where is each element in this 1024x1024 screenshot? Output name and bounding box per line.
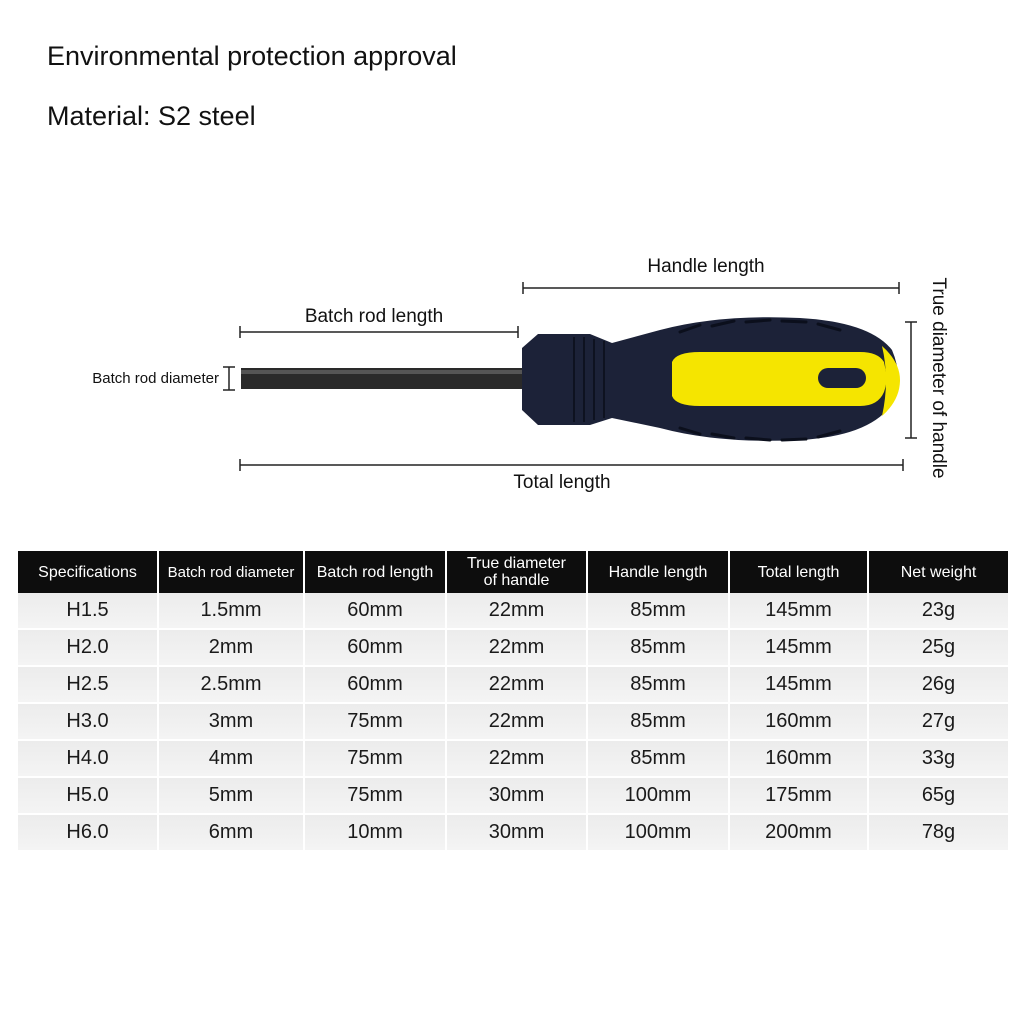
cell-true-diameter-of-handle: 22mm bbox=[447, 630, 586, 667]
header-true-diameter-of-handle: True diameter of handle bbox=[447, 551, 586, 593]
header-specifications: Specifications bbox=[18, 551, 157, 593]
header-batch-rod-length: Batch rod length bbox=[305, 551, 445, 593]
heading-material: Material: S2 steel bbox=[47, 101, 256, 131]
cell-batch-rod-length: 75mm bbox=[305, 704, 445, 741]
handle-length-dimension bbox=[523, 282, 899, 294]
total-length-dimension bbox=[240, 459, 903, 471]
batch-rod-length-dimension bbox=[240, 326, 518, 338]
cell-true-diameter-of-handle: 30mm bbox=[447, 815, 586, 852]
cell-batch-rod-length: 60mm bbox=[305, 593, 445, 630]
specifications-table bbox=[16, 551, 1010, 852]
cell-net-weight: 23g bbox=[869, 593, 1008, 630]
cell-batch-rod-diameter: 4mm bbox=[159, 741, 303, 778]
cell-specification: H4.0 bbox=[18, 741, 157, 778]
cell-total-length: 175mm bbox=[730, 778, 867, 815]
cell-batch-rod-length: 10mm bbox=[305, 815, 445, 852]
cell-batch-rod-diameter: 3mm bbox=[159, 704, 303, 741]
cell-batch-rod-diameter: 1.5mm bbox=[159, 593, 303, 630]
handle-diameter-label: True diameter of handle bbox=[928, 277, 949, 479]
cell-net-weight: 25g bbox=[869, 630, 1008, 667]
cell-net-weight: 33g bbox=[869, 741, 1008, 778]
cell-true-diameter-of-handle: 22mm bbox=[447, 593, 586, 630]
cell-batch-rod-length: 75mm bbox=[305, 741, 445, 778]
total-length-label: Total length bbox=[513, 472, 611, 493]
cell-handle-length: 85mm bbox=[588, 630, 728, 667]
cell-specification: H3.0 bbox=[18, 704, 157, 741]
cell-true-diameter-of-handle: 22mm bbox=[447, 704, 586, 741]
cell-batch-rod-diameter: 5mm bbox=[159, 778, 303, 815]
heading-environmental-approval: Environmental protection approval bbox=[47, 41, 457, 71]
batch-rod-diameter-label: Batch rod diameter bbox=[92, 370, 219, 387]
cell-true-diameter-of-handle: 30mm bbox=[447, 778, 586, 815]
table-row bbox=[18, 741, 1008, 778]
cell-handle-length: 85mm bbox=[588, 593, 728, 630]
cell-true-diameter-of-handle: 22mm bbox=[447, 667, 586, 704]
table-row bbox=[18, 704, 1008, 741]
table-row bbox=[18, 593, 1008, 630]
cell-true-diameter-of-handle: 22mm bbox=[447, 741, 586, 778]
cell-specification: H2.0 bbox=[18, 630, 157, 667]
cell-net-weight: 78g bbox=[869, 815, 1008, 852]
cell-batch-rod-diameter: 2mm bbox=[159, 630, 303, 667]
cell-net-weight: 27g bbox=[869, 704, 1008, 741]
table-row bbox=[18, 815, 1008, 852]
cell-handle-length: 85mm bbox=[588, 741, 728, 778]
table-header-row bbox=[18, 551, 1008, 593]
cell-specification: H5.0 bbox=[18, 778, 157, 815]
cell-handle-length: 100mm bbox=[588, 778, 728, 815]
cell-specification: H1.5 bbox=[18, 593, 157, 630]
cell-net-weight: 65g bbox=[869, 778, 1008, 815]
cell-total-length: 160mm bbox=[730, 741, 867, 778]
table-row bbox=[18, 667, 1008, 704]
batch-rod-diameter-dimension bbox=[223, 367, 235, 390]
header-batch-rod-diameter: Batch rod diameter bbox=[159, 551, 303, 593]
cell-total-length: 145mm bbox=[730, 667, 867, 704]
cell-batch-rod-length: 60mm bbox=[305, 667, 445, 704]
cell-batch-rod-length: 75mm bbox=[305, 778, 445, 815]
cell-batch-rod-diameter: 6mm bbox=[159, 815, 303, 852]
cell-total-length: 145mm bbox=[730, 630, 867, 667]
cell-handle-length: 85mm bbox=[588, 704, 728, 741]
cell-net-weight: 26g bbox=[869, 667, 1008, 704]
handle-diameter-dimension bbox=[905, 322, 917, 438]
cell-total-length: 145mm bbox=[730, 593, 867, 630]
table-row bbox=[18, 778, 1008, 815]
table-row bbox=[18, 630, 1008, 667]
cell-total-length: 200mm bbox=[730, 815, 867, 852]
batch-rod-length-label: Batch rod length bbox=[304, 306, 444, 327]
cell-specification: H6.0 bbox=[18, 815, 157, 852]
header-handle-length: Handle length bbox=[588, 551, 728, 593]
cell-total-length: 160mm bbox=[730, 704, 867, 741]
cell-specification: H2.5 bbox=[18, 667, 157, 704]
cell-handle-length: 85mm bbox=[588, 667, 728, 704]
cell-batch-rod-length: 60mm bbox=[305, 630, 445, 667]
handle-length-label: Handle length bbox=[647, 256, 765, 277]
handle-hang-hole bbox=[818, 368, 866, 388]
header-total-length: Total length bbox=[730, 551, 867, 593]
screwdriver-handle bbox=[522, 317, 900, 441]
header-net-weight: Net weight bbox=[869, 551, 1008, 593]
cell-handle-length: 100mm bbox=[588, 815, 728, 852]
cell-batch-rod-diameter: 2.5mm bbox=[159, 667, 303, 704]
